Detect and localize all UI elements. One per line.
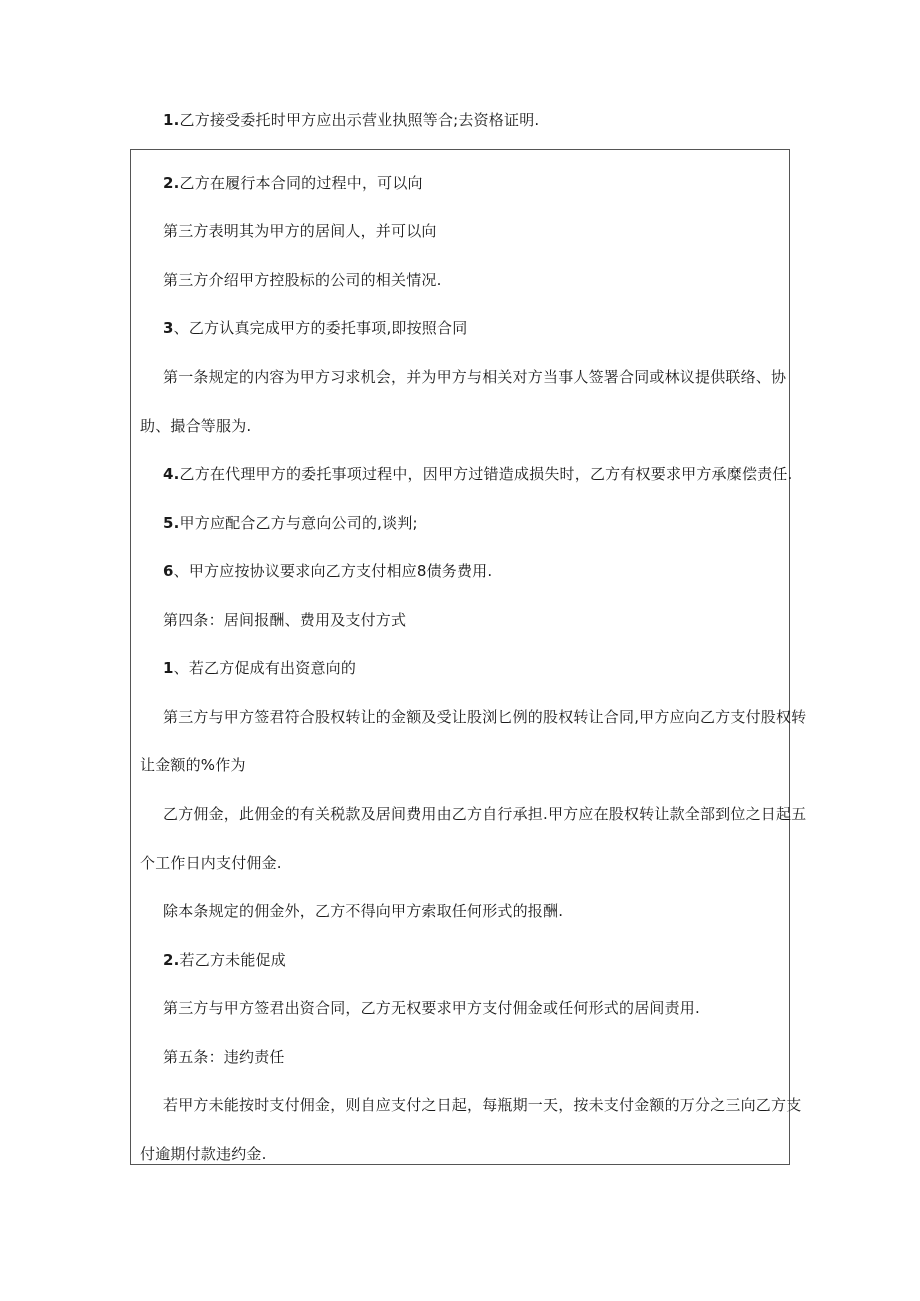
- contract-line: [163, 173, 423, 193]
- clause-number: 2.: [163, 951, 180, 969]
- line-text: 第一条规定的内容为甲方习求机会，并为甲方与相关对方当事人签署合同或林议提供联络、协: [163, 368, 787, 386]
- contract-line: [163, 513, 418, 533]
- contract-line: [140, 1144, 267, 1164]
- line-text: 第三方与甲方签君符合股权转让的金额及受让股浏匕例的股权转让合同,甲方应向乙方支付股权转: [163, 708, 807, 726]
- line-text: 第四条：居间报酬、费用及支付方式: [163, 611, 407, 629]
- line-text: 付逾期付款违约金.: [140, 1145, 267, 1163]
- contract-line: [163, 950, 286, 970]
- clause-number: 5.: [163, 514, 180, 532]
- contract-line: [163, 367, 786, 387]
- contract-line: [163, 658, 356, 678]
- contract-line: [163, 1095, 801, 1115]
- contract-line: [163, 804, 806, 824]
- line-text: 第三方介绍甲方控股标的公司的相关情况.: [163, 271, 442, 289]
- clause-number: 1: [163, 659, 174, 677]
- line-text: 甲方应配合乙方与意向公司的,谈判;: [179, 514, 418, 532]
- clause-text: 乙方接受委托时甲方应出示营业执照等合;去资格证明.: [179, 111, 540, 129]
- line-text: 若甲方未能按时支付佣金，则自应支付之日起，每瓶期一天，按未支付金额的万分之三向乙方支: [163, 1096, 802, 1114]
- clause-number: 3: [163, 319, 174, 337]
- clause-number: 6: [163, 562, 174, 580]
- contract-line: [140, 755, 246, 775]
- line-text: 乙方在代理甲方的委托事项过程中，因甲方过错造成损失时，乙方有权要求甲方承糜偿责任.: [179, 465, 793, 483]
- line-text: 助、撮合等服为.: [140, 417, 252, 435]
- line-text: 除本条规定的佣金外，乙方不得向甲方索取任何形式的报酬.: [163, 902, 564, 920]
- line-text: 、甲方应按协议要求向乙方支付相应8债务费用.: [173, 562, 493, 580]
- clause-number: 2.: [163, 174, 180, 192]
- clause-number: 1.: [163, 111, 180, 129]
- line-text: 第三方表明其为甲方的居间人，并可以向: [163, 222, 437, 240]
- contract-line: [140, 416, 251, 436]
- line-text: 第三方与甲方签君出资合同，乙方无权要求甲方支付佣金或任何形式的居间责用.: [163, 999, 700, 1017]
- contract-line: [163, 707, 806, 727]
- contract-line: [163, 1047, 285, 1067]
- contract-line: [163, 998, 700, 1018]
- line-text: 个工作日内支付佣金.: [140, 854, 282, 872]
- line-text: 、若乙方促成有出资意向的: [173, 659, 357, 677]
- contract-line: [163, 464, 793, 484]
- clause-1-payment-conditions: [163, 110, 539, 130]
- contract-line: [163, 270, 442, 290]
- clause-number: 4.: [163, 465, 180, 483]
- contract-line: [140, 853, 282, 873]
- contract-line: [163, 221, 437, 241]
- contract-line: [163, 610, 406, 630]
- line-text: 乙方佣金，此佣金的有关税款及居间费用由乙方自行承担.甲方应在股权转让款全部到位之日起五: [163, 805, 807, 823]
- line-text: 若乙方未能促成: [179, 951, 286, 969]
- line-text: 乙方在履行本合同的过程中，可以向: [179, 174, 423, 192]
- line-text: 让金额的%作为: [140, 756, 246, 774]
- line-text: 、乙方认真完成甲方的委托事项,即按照合同: [173, 319, 468, 337]
- line-text: 第五条：违约责任: [163, 1048, 285, 1066]
- contract-line: [163, 561, 492, 581]
- contract-line: [163, 318, 467, 338]
- contract-line: [163, 901, 563, 921]
